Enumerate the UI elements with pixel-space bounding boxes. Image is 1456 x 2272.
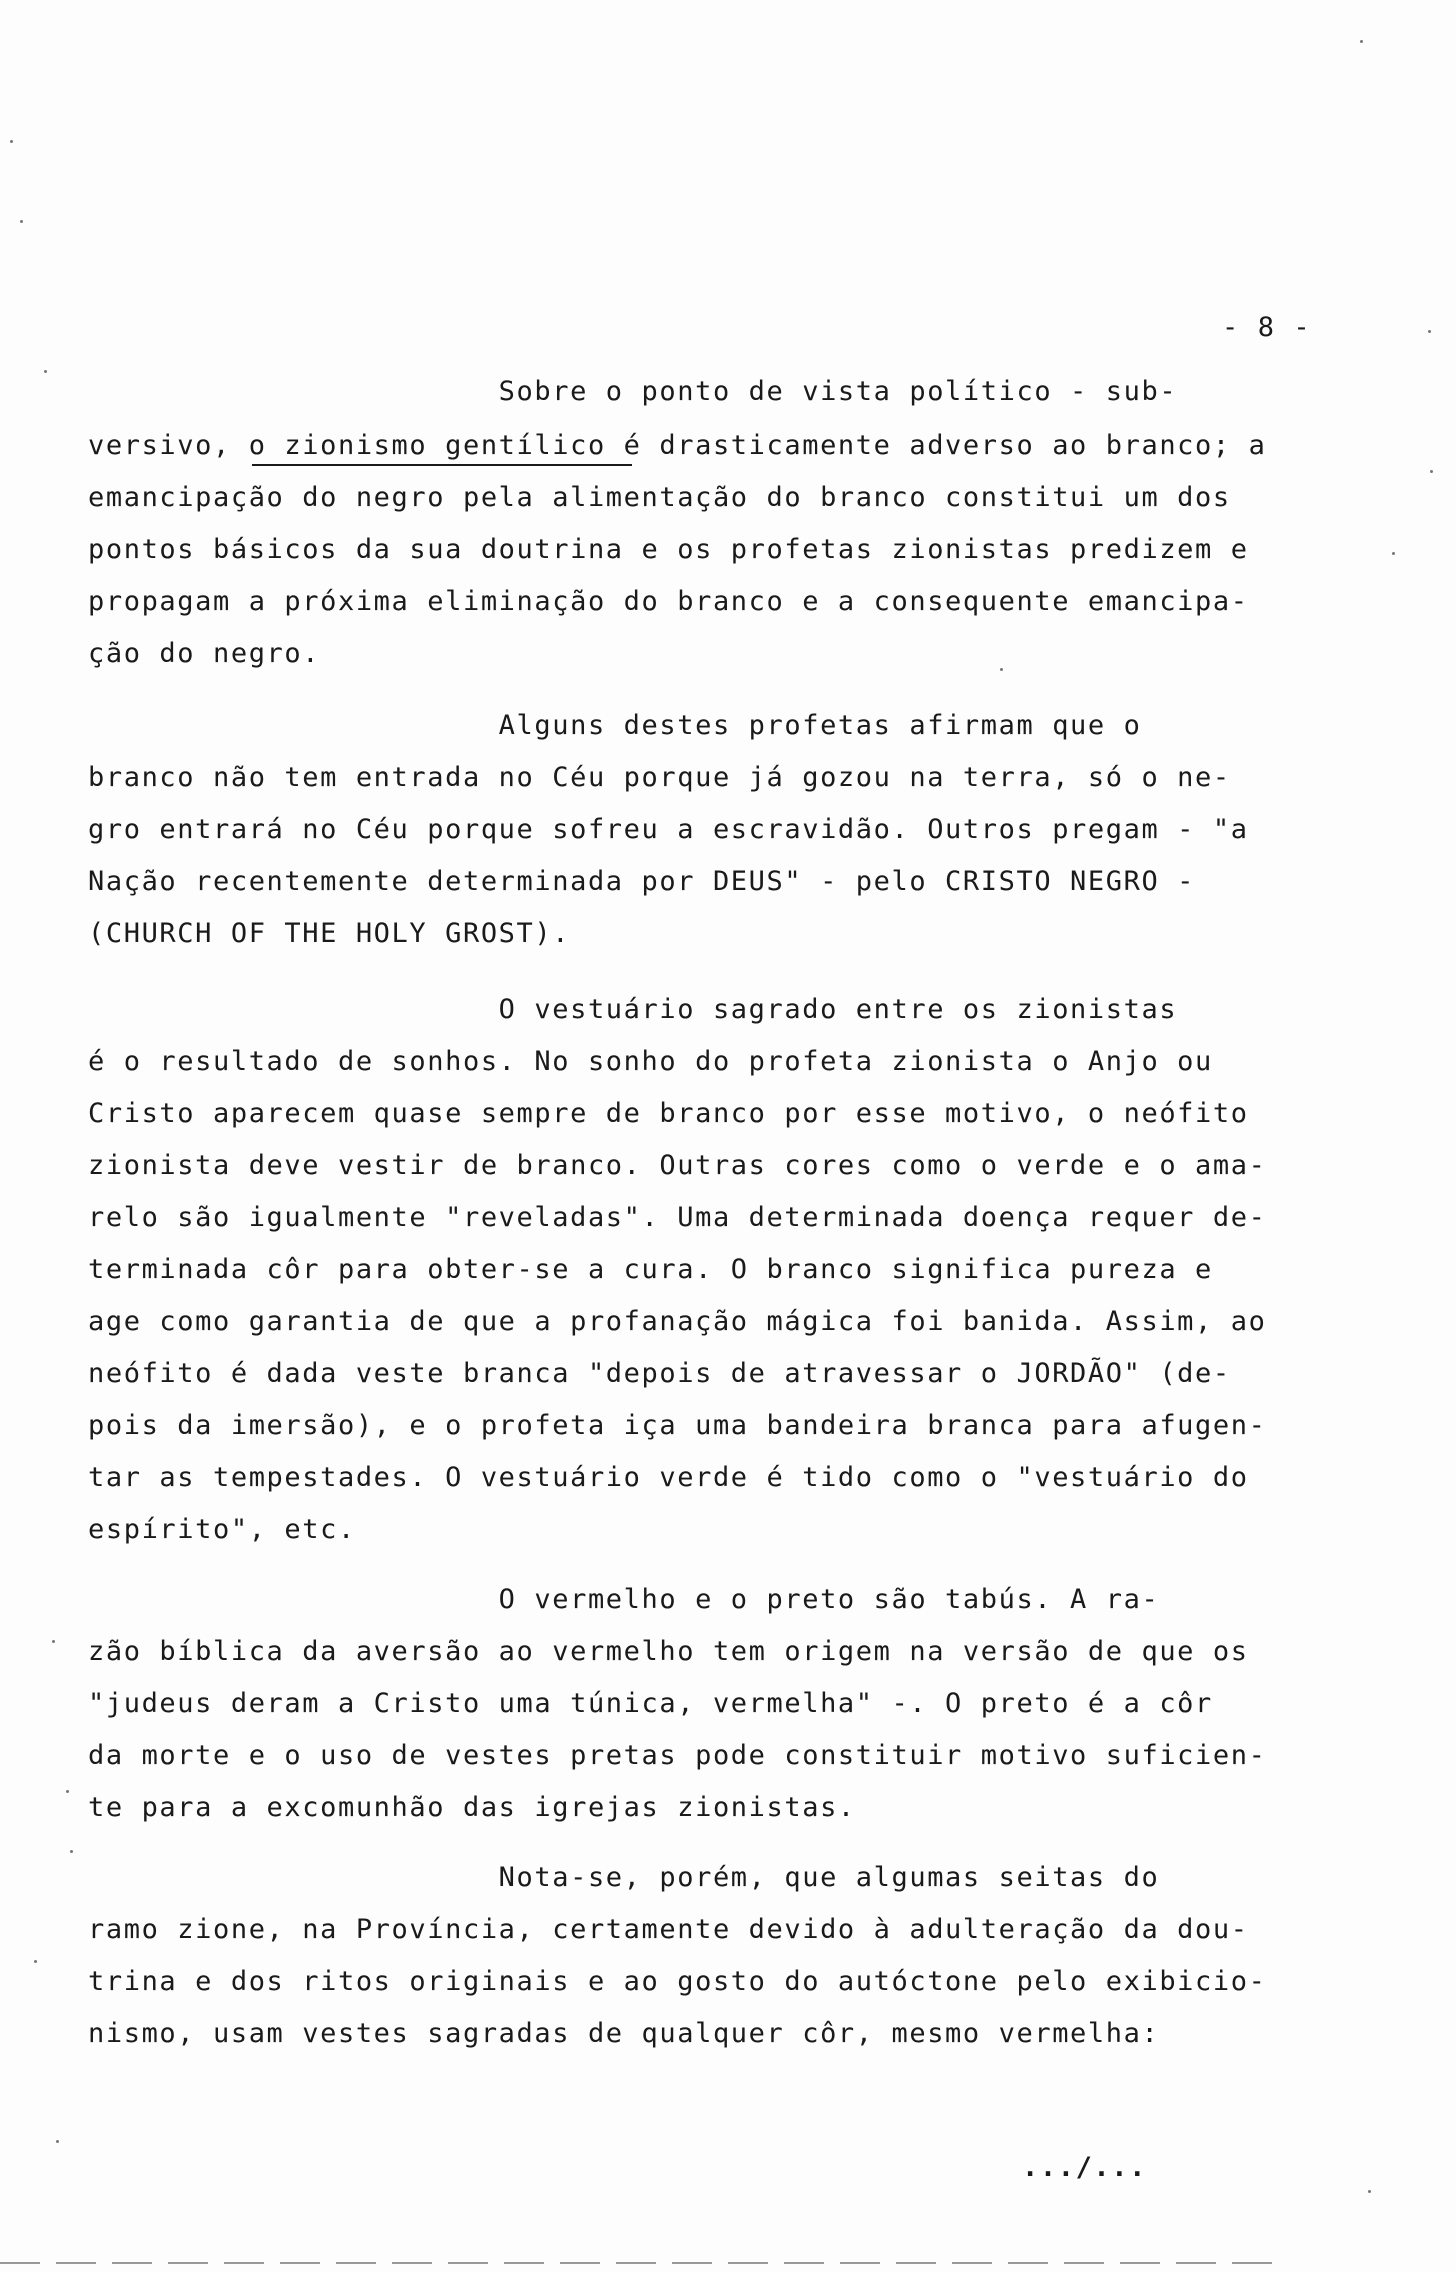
text-line: espírito", etc. (88, 1514, 356, 1545)
text-line: (CHURCH OF THE HOLY GROST). (88, 918, 571, 949)
text-line: é o resultado de sonhos. No sonho do profeta zionista o Anjo ou (88, 1046, 1213, 1077)
text-line: nismo, usam vestes sagradas de qualquer côr, mesmo vermelha: (88, 2018, 1160, 2049)
page-number: - 8 - (1222, 312, 1312, 343)
text-line: pontos básicos da sua doutrina e os profetas zionistas predizem e (88, 534, 1249, 565)
text-line: Alguns destes profetas afirmam que o (88, 710, 1142, 741)
underline-mark (252, 464, 632, 466)
text-line: trina e dos ritos originais e ao gosto do autóctone pelo exibicio- (88, 1966, 1267, 1997)
text-line: ção do negro. (88, 638, 321, 669)
scan-edge-line (0, 2262, 1280, 2264)
continuation-marker: .../... (1022, 2152, 1147, 2183)
text-line: zão bíblica da aversão ao vermelho tem origem na versão de que os (88, 1636, 1249, 1667)
text-line: tar as tempestades. O vestuário verde é tido como o "vestuário do (88, 1462, 1249, 1493)
text-line: Nota-se, porém, que algumas seitas do (88, 1862, 1160, 1893)
text-line: propagam a próxima eliminação do branco e a consequente emancipa- (88, 586, 1249, 617)
text-line: O vermelho e o preto são tabús. A ra- (88, 1584, 1160, 1615)
text-line: "judeus deram a Cristo uma túnica, vermelha" -. O preto é a côr (88, 1688, 1213, 1719)
text-line: pois da imersão), e o profeta iça uma bandeira branca para afugen- (88, 1410, 1267, 1441)
text-line: versivo, o zionismo gentílico é drasticamente adverso ao branco; a (88, 430, 1267, 461)
text-line: Sobre o ponto de vista político - sub- (88, 376, 1178, 407)
text-line: age como garantia de que a profanação mágica foi banida. Assim, ao (88, 1306, 1267, 1337)
text-line: neófito é dada veste branca "depois de atravessar o JORDÃO" (de- (88, 1358, 1231, 1389)
text-line: te para a excomunhão das igrejas zionistas. (88, 1792, 856, 1823)
text-line: da morte e o uso de vestes pretas pode constituir motivo suficien- (88, 1740, 1267, 1771)
text-line: relo são igualmente "reveladas". Uma determinada doença requer de- (88, 1202, 1267, 1233)
text-line: Nação recentemente determinada por DEUS" - pelo CRISTO NEGRO - (88, 866, 1196, 897)
text-line: branco não tem entrada no Céu porque já gozou na terra, só o ne- (88, 762, 1231, 793)
text-line: terminada côr para obter-se a cura. O branco significa pureza e (88, 1254, 1213, 1285)
text-line: O vestuário sagrado entre os zionistas (88, 994, 1178, 1025)
text-line: emancipação do negro pela alimentação do branco constitui um dos (88, 482, 1231, 513)
text-line: Cristo aparecem quase sempre de branco por esse motivo, o neófito (88, 1098, 1249, 1129)
text-line: gro entrará no Céu porque sofreu a escravidão. Outros pregam - "a (88, 814, 1249, 845)
text-line: ramo zione, na Província, certamente devido à adulteração da dou- (88, 1914, 1249, 1945)
text-line: zionista deve vestir de branco. Outras cores como o verde e o ama- (88, 1150, 1267, 1181)
